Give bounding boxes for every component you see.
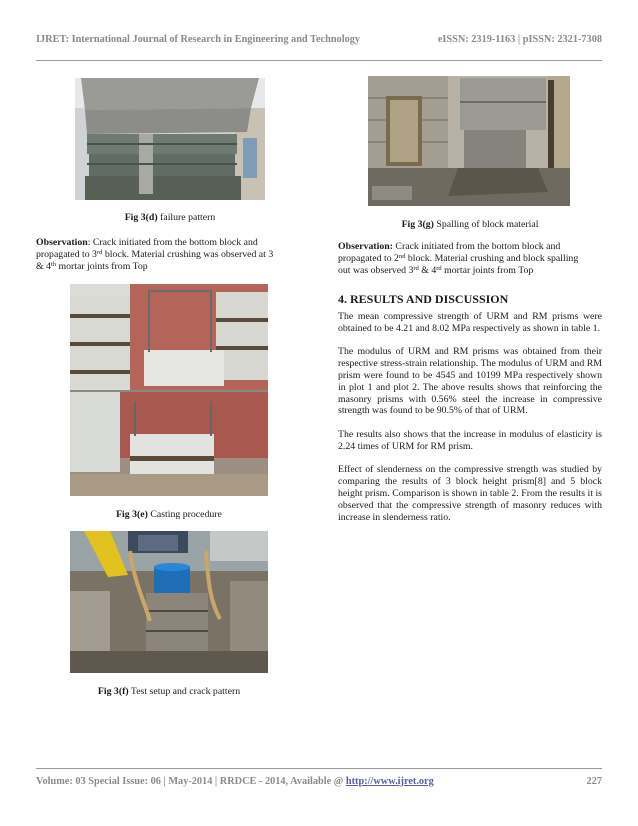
running-header — [36, 34, 602, 48]
fig-3g-caption — [338, 219, 602, 230]
running-footer — [36, 776, 602, 790]
journal-link[interactable]: http://www.ijret.org — [345, 776, 434, 787]
observation-right-sup1: nd — [398, 252, 406, 260]
fig-3f-label: Fig 3(f) — [97, 686, 129, 697]
journal-title: IJRET: International Journal of Research in Engineering and Technology — [36, 34, 361, 45]
fig-3d-text: failure pattern — [160, 212, 216, 223]
paragraph-3: The results also shows that the increase in modulus of elasticity is 2.24 times of URM for RM prism. — [338, 428, 602, 452]
paragraph-4: Effect of slenderness on the compressive strength was studied by comparing the results of 3 block height prism[8] and 5 block height prism. Comparison is shown in table 2. From the results it is observed that the compressive strength of masonry reduces with increase in slenderness ratio. — [338, 464, 602, 523]
fig-3f-text: Test setup and crack pattern — [130, 686, 241, 697]
fig-3g-text: Spalling of block material — [436, 219, 539, 230]
observation-right-line3a: out was observed 3 — [338, 264, 414, 276]
observation-left-line3b: mortar joints from Top — [56, 260, 148, 272]
observation-left-sup2: th — [50, 260, 57, 268]
paragraph-2: The modulus of URM and RM prisms was obtained from their respective stress-strain relationship. The modulus of URM and RM prism were found to be 4545 and 10199 MPa respectively shown in plot 1 and plot 2. The above results shows that reinforcing the masonry prisms with 0.56% steel the increase in compressive strength was found to be 90.5% of that of URM. — [338, 346, 602, 417]
footer-volume-text: Volume: 03 Special Issue: 06 | May-2014 | RRDCE - 2014, Available @ — [36, 776, 346, 787]
observation-right-line1: Crack initiated from the bottom block and — [392, 241, 561, 252]
observation-left — [36, 237, 300, 272]
fig-3e-label: Fig 3(e) — [116, 509, 148, 520]
observation-right-line2b: block. Material crushing and block spalling — [405, 252, 579, 264]
fig-3d-caption — [75, 212, 265, 223]
page-number: 227 — [586, 776, 602, 787]
fig-3e-text: Casting procedure — [150, 509, 222, 520]
observation-left-sup1: rd — [96, 248, 103, 256]
fig-3g-label: Fig 3(g) — [401, 219, 434, 230]
observation-right-label: Observation: — [338, 241, 393, 252]
footer-citation — [36, 776, 434, 790]
observation-right-line3b: mortar joints from Top — [441, 264, 534, 276]
observation-right-sup2: rd — [413, 264, 419, 272]
fig-3d-photo — [75, 78, 265, 200]
fig-3f-photo — [70, 531, 268, 673]
fig-3d-label: Fig 3(d) — [124, 212, 158, 223]
observation-left-line2b: block. Material crushing was observed at 3 — [102, 248, 274, 260]
observation-left-line2a: propagated to 3 — [36, 248, 97, 260]
fig-3e-caption — [70, 509, 268, 520]
observation-right-line2a: propagated to 2 — [338, 252, 399, 264]
fig-3e-photo — [70, 284, 268, 496]
section-heading: 4. RESULTS AND DISCUSSION — [338, 292, 509, 306]
header-rule — [36, 60, 602, 61]
issn-text: eISSN: 2319-1163 | pISSN: 2321-7308 — [437, 34, 602, 45]
footer-rule — [36, 768, 602, 769]
observation-left-line3a: & 4 — [36, 260, 51, 272]
observation-left-label: Observation — [36, 237, 88, 248]
observation-left-line1: : Crack initiated from the bottom block and — [87, 237, 258, 248]
paragraph-1: The mean compressive strength of URM and RM prisms were obtained to be 4.21 and 8.02 MPa respectively as shown in table 1. — [338, 311, 602, 334]
section-body — [338, 311, 602, 523]
observation-right-line3mid: & 4 — [418, 264, 437, 276]
observation-right — [338, 241, 602, 276]
fig-3g-photo — [368, 76, 570, 206]
observation-right-sup3: rd — [436, 264, 442, 272]
fig-3f-caption — [70, 686, 268, 697]
